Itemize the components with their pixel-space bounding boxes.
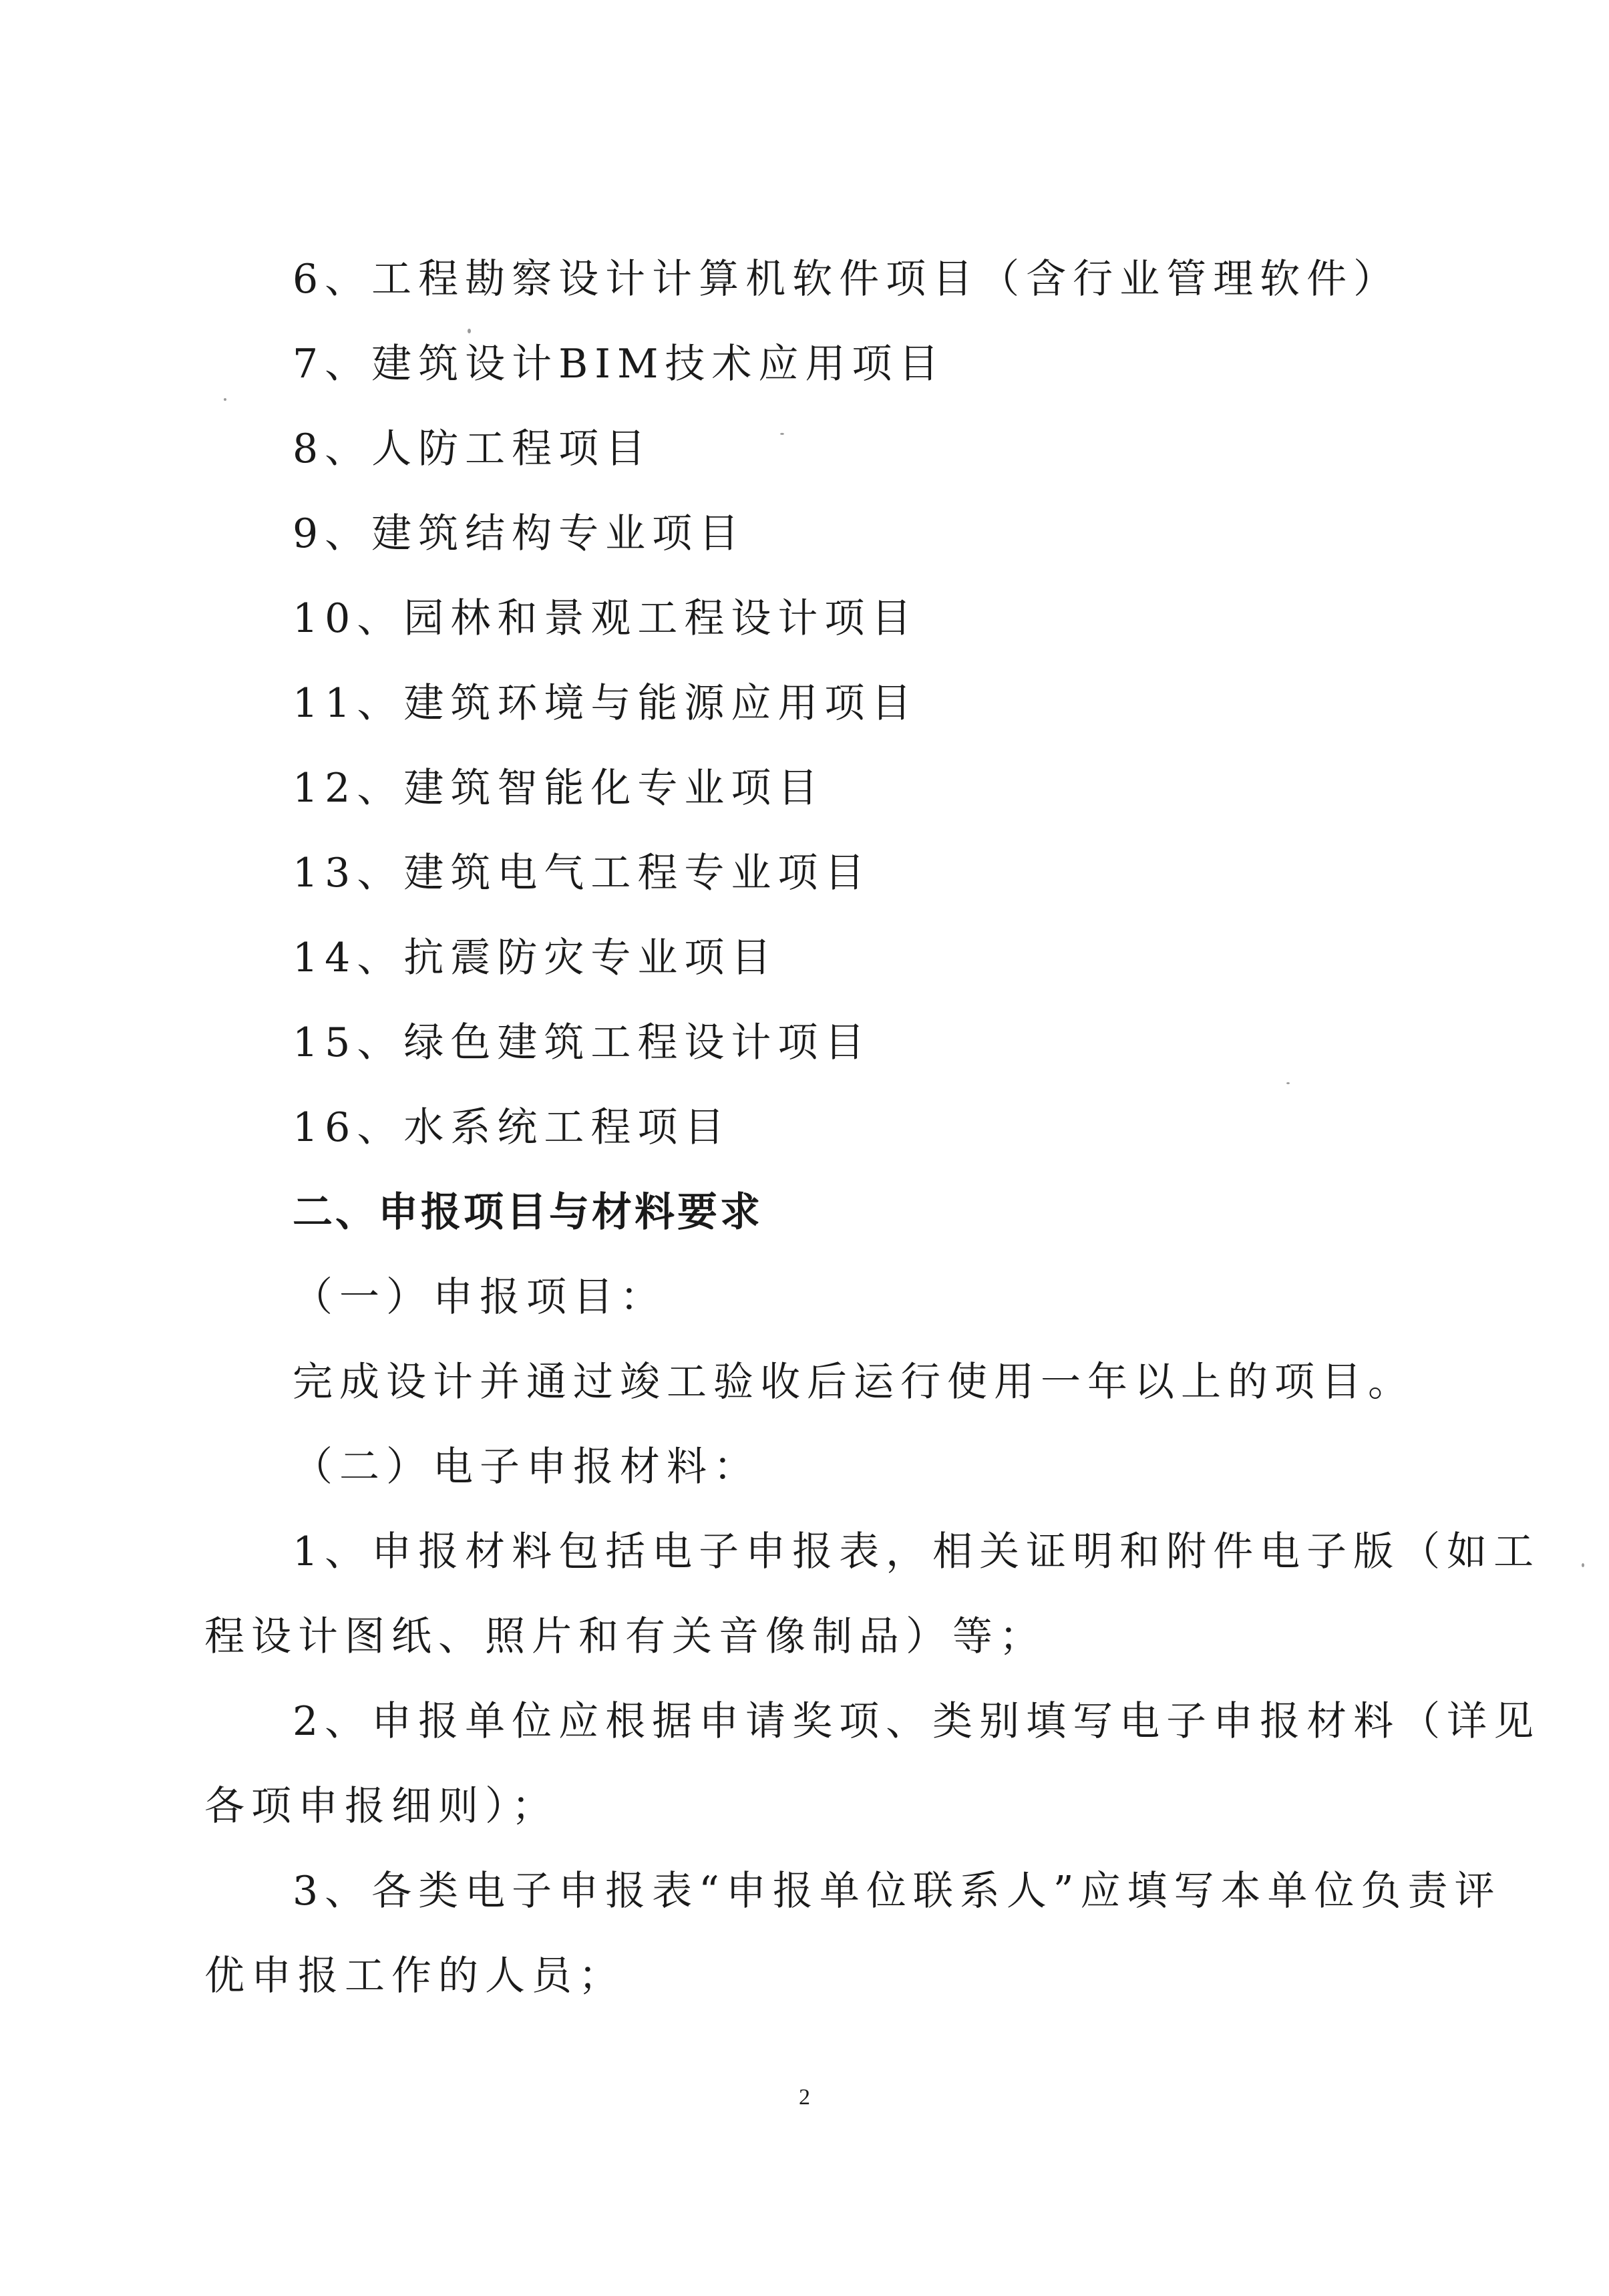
- subsection-title-2: （二）电子申报材料：: [293, 1444, 760, 1490]
- paragraph-project-criteria: 完成设计并通过竣工验收后运行使用一年以上的项目。: [293, 1359, 1415, 1406]
- list-item-9: 9、建筑结构专业项目: [293, 510, 746, 557]
- list-item-8: 8、人防工程项目: [293, 426, 653, 472]
- subsection-title-1: （一）申报项目：: [293, 1274, 667, 1321]
- scan-speck: [468, 329, 471, 333]
- scan-speck: [224, 398, 226, 401]
- list-item-15: 15、绿色建筑工程设计项目: [293, 1019, 872, 1066]
- paragraph-item-3-line-2: 优申报工作的人员；: [204, 1953, 625, 1999]
- list-item-13: 13、建筑电气工程专业项目: [293, 850, 872, 896]
- paragraph-item-2-line-1: 2、申报单位应根据申请奖项、类别填写电子申报材料（详见: [293, 1698, 1541, 1745]
- list-item-7: 7、建筑设计BIM技术应用项目: [293, 341, 946, 387]
- scan-speck: [1582, 1563, 1584, 1567]
- page-number: 2: [799, 2085, 810, 2110]
- list-item-16: 16、水系统工程项目: [293, 1104, 731, 1151]
- paragraph-item-1-line-2: 程设计图纸、照片和有关音像制品）等；: [204, 1613, 1046, 1660]
- section-heading: 二、申报项目与材料要求: [293, 1189, 763, 1236]
- list-item-6: 6、工程勘察设计计算机软件项目（含行业管理软件）: [293, 256, 1401, 303]
- list-item-10: 10、园林和景观工程设计项目: [293, 595, 918, 642]
- list-item-12: 12、建筑智能化专业项目: [293, 765, 825, 812]
- list-item-11: 11、建筑环境与能源应用项目: [293, 680, 918, 727]
- list-item-14: 14、抗震防灾专业项目: [293, 935, 778, 981]
- paragraph-item-1-line-1: 1、申报材料包括电子申报表，相关证明和附件电子版（如工: [293, 1528, 1541, 1575]
- paragraph-item-2-line-2: 各项申报细则）；: [204, 1783, 558, 1830]
- scan-speck: [1286, 1082, 1290, 1084]
- scan-speck: [780, 433, 784, 435]
- paragraph-item-3-line-1: 3、各类电子申报表“申报单位联系人”应填写本单位负责评: [293, 1868, 1501, 1915]
